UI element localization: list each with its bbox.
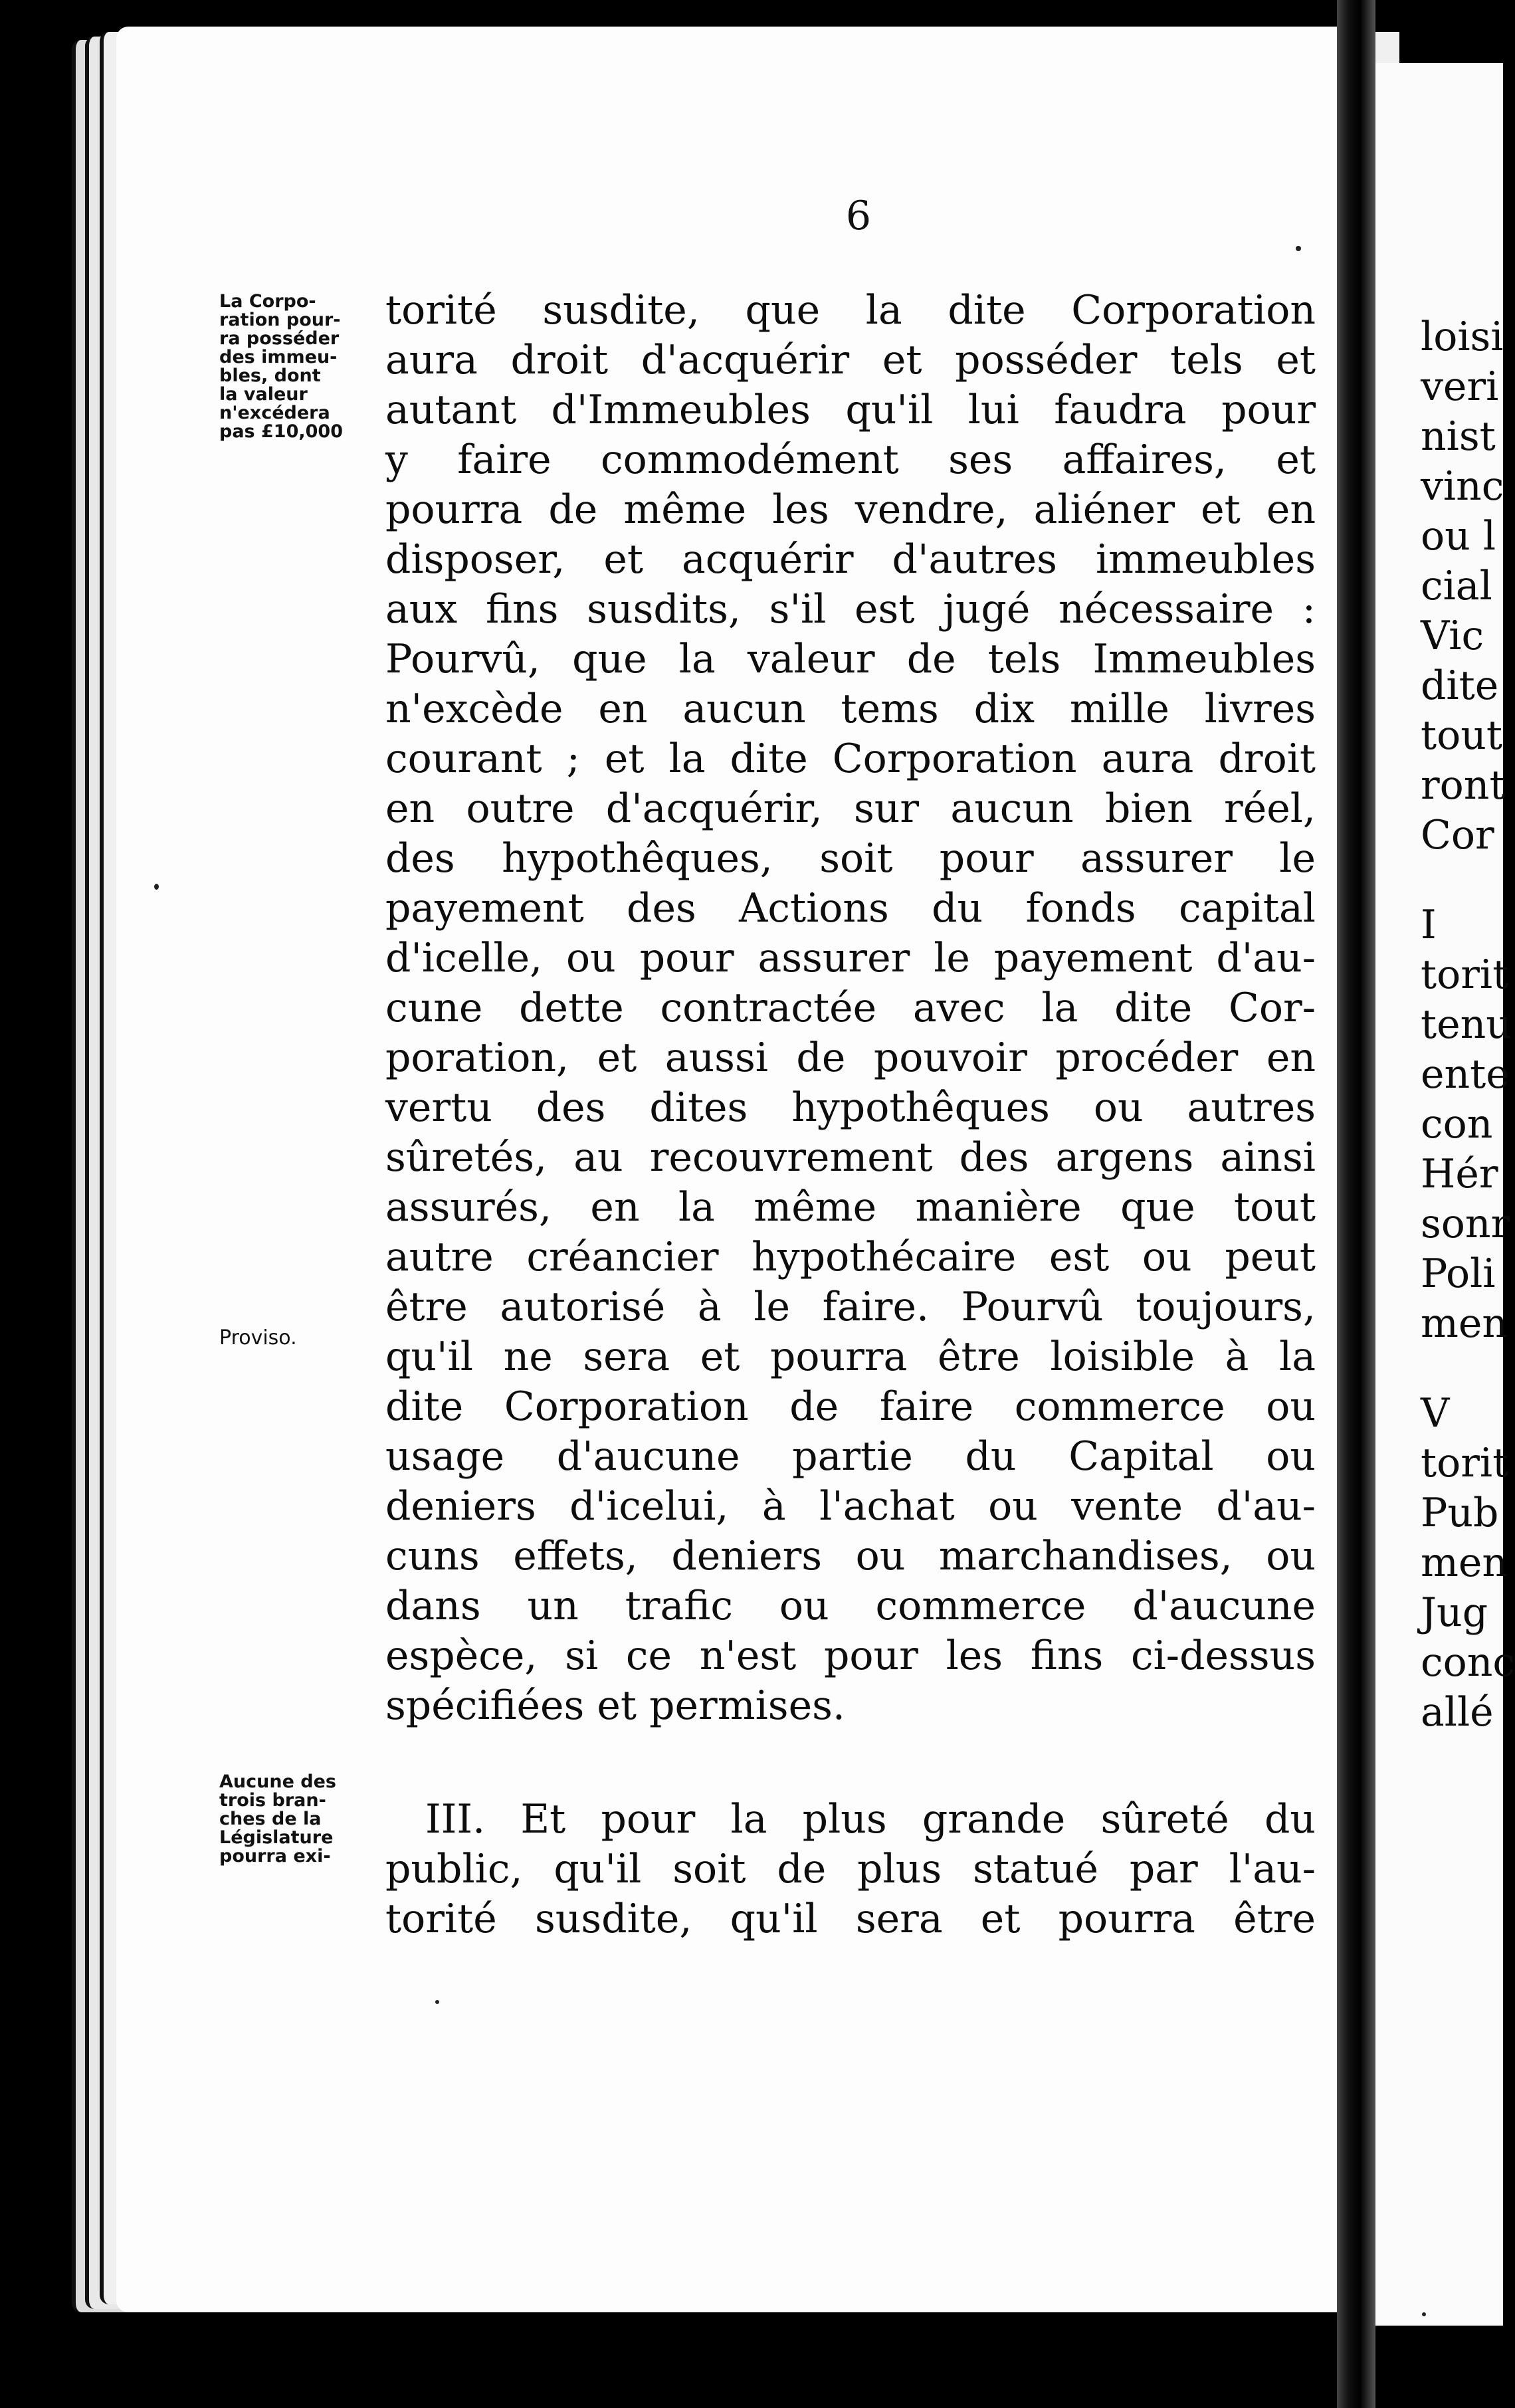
text-line: ches de la (219, 1809, 322, 1829)
text-line: ra posséder (219, 328, 340, 349)
text-line: dans un trafic ou commerce d'aucune (385, 1583, 1316, 1629)
right-page-fragment: men (1421, 1300, 1508, 1347)
right-page-fragment: men (1421, 1540, 1508, 1586)
right-page-fragment: sonr (1421, 1201, 1510, 1247)
text-line: des immeu- (219, 347, 338, 367)
right-page-fragment: ente (1421, 1051, 1510, 1098)
right-page-fragment: nist (1421, 413, 1496, 460)
scan-speck (154, 884, 159, 890)
right-page-fragment: V (1421, 1390, 1450, 1437)
right-page-fragment: loisi (1421, 314, 1504, 360)
right-page-fragment: Vic (1421, 613, 1484, 659)
right-page-fragment: tenu (1421, 1001, 1512, 1048)
text-line: sûretés, au recouvrement des argens ainsi (385, 1134, 1316, 1181)
margin-note-three-branches (219, 1773, 382, 1866)
right-page-fragment: con (1421, 1101, 1493, 1148)
paragraph-gap (1421, 860, 1503, 900)
text-line: bles, dont (219, 365, 321, 386)
text-line: vertu des dites hypothêques ou autres (385, 1084, 1316, 1131)
right-page-fragment: conc (1421, 1639, 1515, 1686)
text-line: aux fins susdits, s'il est jugé nécessaire : (385, 586, 1316, 633)
margin-note-corporation-property (219, 292, 382, 441)
text-line: ration pour- (219, 310, 341, 330)
right-page-fragment: Pub (1421, 1490, 1499, 1536)
text-line: courant ; et la dite Corporation aura droit (385, 736, 1316, 782)
text-line: usage d'aucune partie du Capital ou (385, 1433, 1316, 1480)
margin-note-proviso (219, 1326, 382, 1350)
text-line: Proviso. (219, 1326, 297, 1350)
text-line: poration, et aussi de pouvoir procéder en (385, 1035, 1316, 1081)
text-line: en outre d'acquérir, sur aucun bien réel, (385, 785, 1316, 832)
text-line: pourra de même les vendre, aliéner et en (385, 486, 1316, 533)
right-page-fragment: ront (1421, 762, 1506, 809)
text-line: La Corpo- (219, 291, 316, 312)
text-line: qu'il ne sera et pourra être loisible à la (385, 1334, 1316, 1380)
article-three (385, 1795, 1316, 1944)
text-line: aura droit d'acquérir et posséder tels et (385, 337, 1316, 383)
scan-speck (1422, 2312, 1426, 2316)
text-line: cuns effets, deniers ou marchandises, ou (385, 1533, 1316, 1579)
right-page-fragment: veri (1421, 363, 1499, 410)
text-line: y faire commodément ses affaires, et (385, 437, 1316, 483)
right-page-fragment: tout (1421, 712, 1502, 759)
body-text (385, 286, 1316, 1944)
right-page-fragment: vinc (1421, 463, 1504, 510)
text-line: trois bran- (219, 1790, 326, 1811)
text-line: être autorisé à le faire. Pourvû toujours, (385, 1284, 1316, 1330)
text-line: cune dette contractée avec la dite Cor- (385, 985, 1316, 1031)
text-line: dite Corporation de faire commerce ou (385, 1383, 1316, 1430)
text-line: la valeur (219, 384, 308, 405)
text-line: Législature (219, 1827, 334, 1848)
right-page-fragment: I (1421, 902, 1437, 948)
right-page-fragment: Hér (1421, 1151, 1498, 1197)
paragraph-gap (1421, 1349, 1503, 1389)
page-number: 6 (845, 193, 872, 239)
text-line: autant d'Immeubles qu'il lui faudra pour (385, 387, 1316, 433)
text-line: Pourvû, que la valeur de tels Immeubles (385, 636, 1316, 682)
text-line: public, qu'il soit de plus statué par l'au- (385, 1846, 1316, 1892)
scan-speck (1296, 246, 1301, 251)
right-page-fragment: cial (1421, 563, 1492, 609)
right-page-fragment: torit (1421, 1440, 1509, 1486)
text-line: pourra exi- (219, 1846, 331, 1866)
text-line: n'excède en aucun tems dix mille livres (385, 686, 1316, 732)
right-page-fragment: Jug (1421, 1589, 1488, 1636)
text-line: espèce, si ce n'est pour les fins ci-dessus (385, 1633, 1316, 1679)
text-line: spécifiées et permises. (385, 1682, 845, 1729)
scan-speck (435, 2000, 439, 2004)
right-page-fragment: torit (1421, 952, 1509, 998)
text-line: d'icelle, ou pour assurer le payement d'au- (385, 935, 1316, 981)
text-line: n'excédera (219, 403, 330, 423)
text-line: pas £10,000 (219, 421, 343, 442)
right-page-fragment: ou l (1421, 513, 1496, 559)
book-gutter (1337, 0, 1375, 2408)
right-page-fragment: allé (1421, 1689, 1494, 1736)
text-line: torité susdite, que la dite Corporation (385, 287, 1316, 334)
text-line: disposer, et acquérir d'autres immeubles (385, 536, 1316, 583)
text-line: III. Et pour la plus grande sûreté du (425, 1796, 1316, 1843)
text-line: autre créancier hypothécaire est ou peut (385, 1234, 1316, 1280)
right-page-fragments (1421, 312, 1515, 1738)
text-line: deniers d'icelui, à l'achat ou vente d'au- (385, 1483, 1316, 1530)
right-page-fragment: Cor (1421, 812, 1494, 858)
text-line: des hypothêques, soit pour assurer le (385, 835, 1316, 882)
article-two-continuation (385, 286, 1316, 1731)
right-page-fragment: Poli (1421, 1251, 1496, 1297)
text-line: payement des Actions du fonds capital (385, 885, 1316, 932)
right-page-fragment: dite (1421, 662, 1499, 709)
text-line: torité susdite, qu'il sera et pourra être (385, 1896, 1316, 1942)
text-line: assurés, en la même manière que tout (385, 1184, 1316, 1231)
text-line: Aucune des (219, 1771, 336, 1792)
